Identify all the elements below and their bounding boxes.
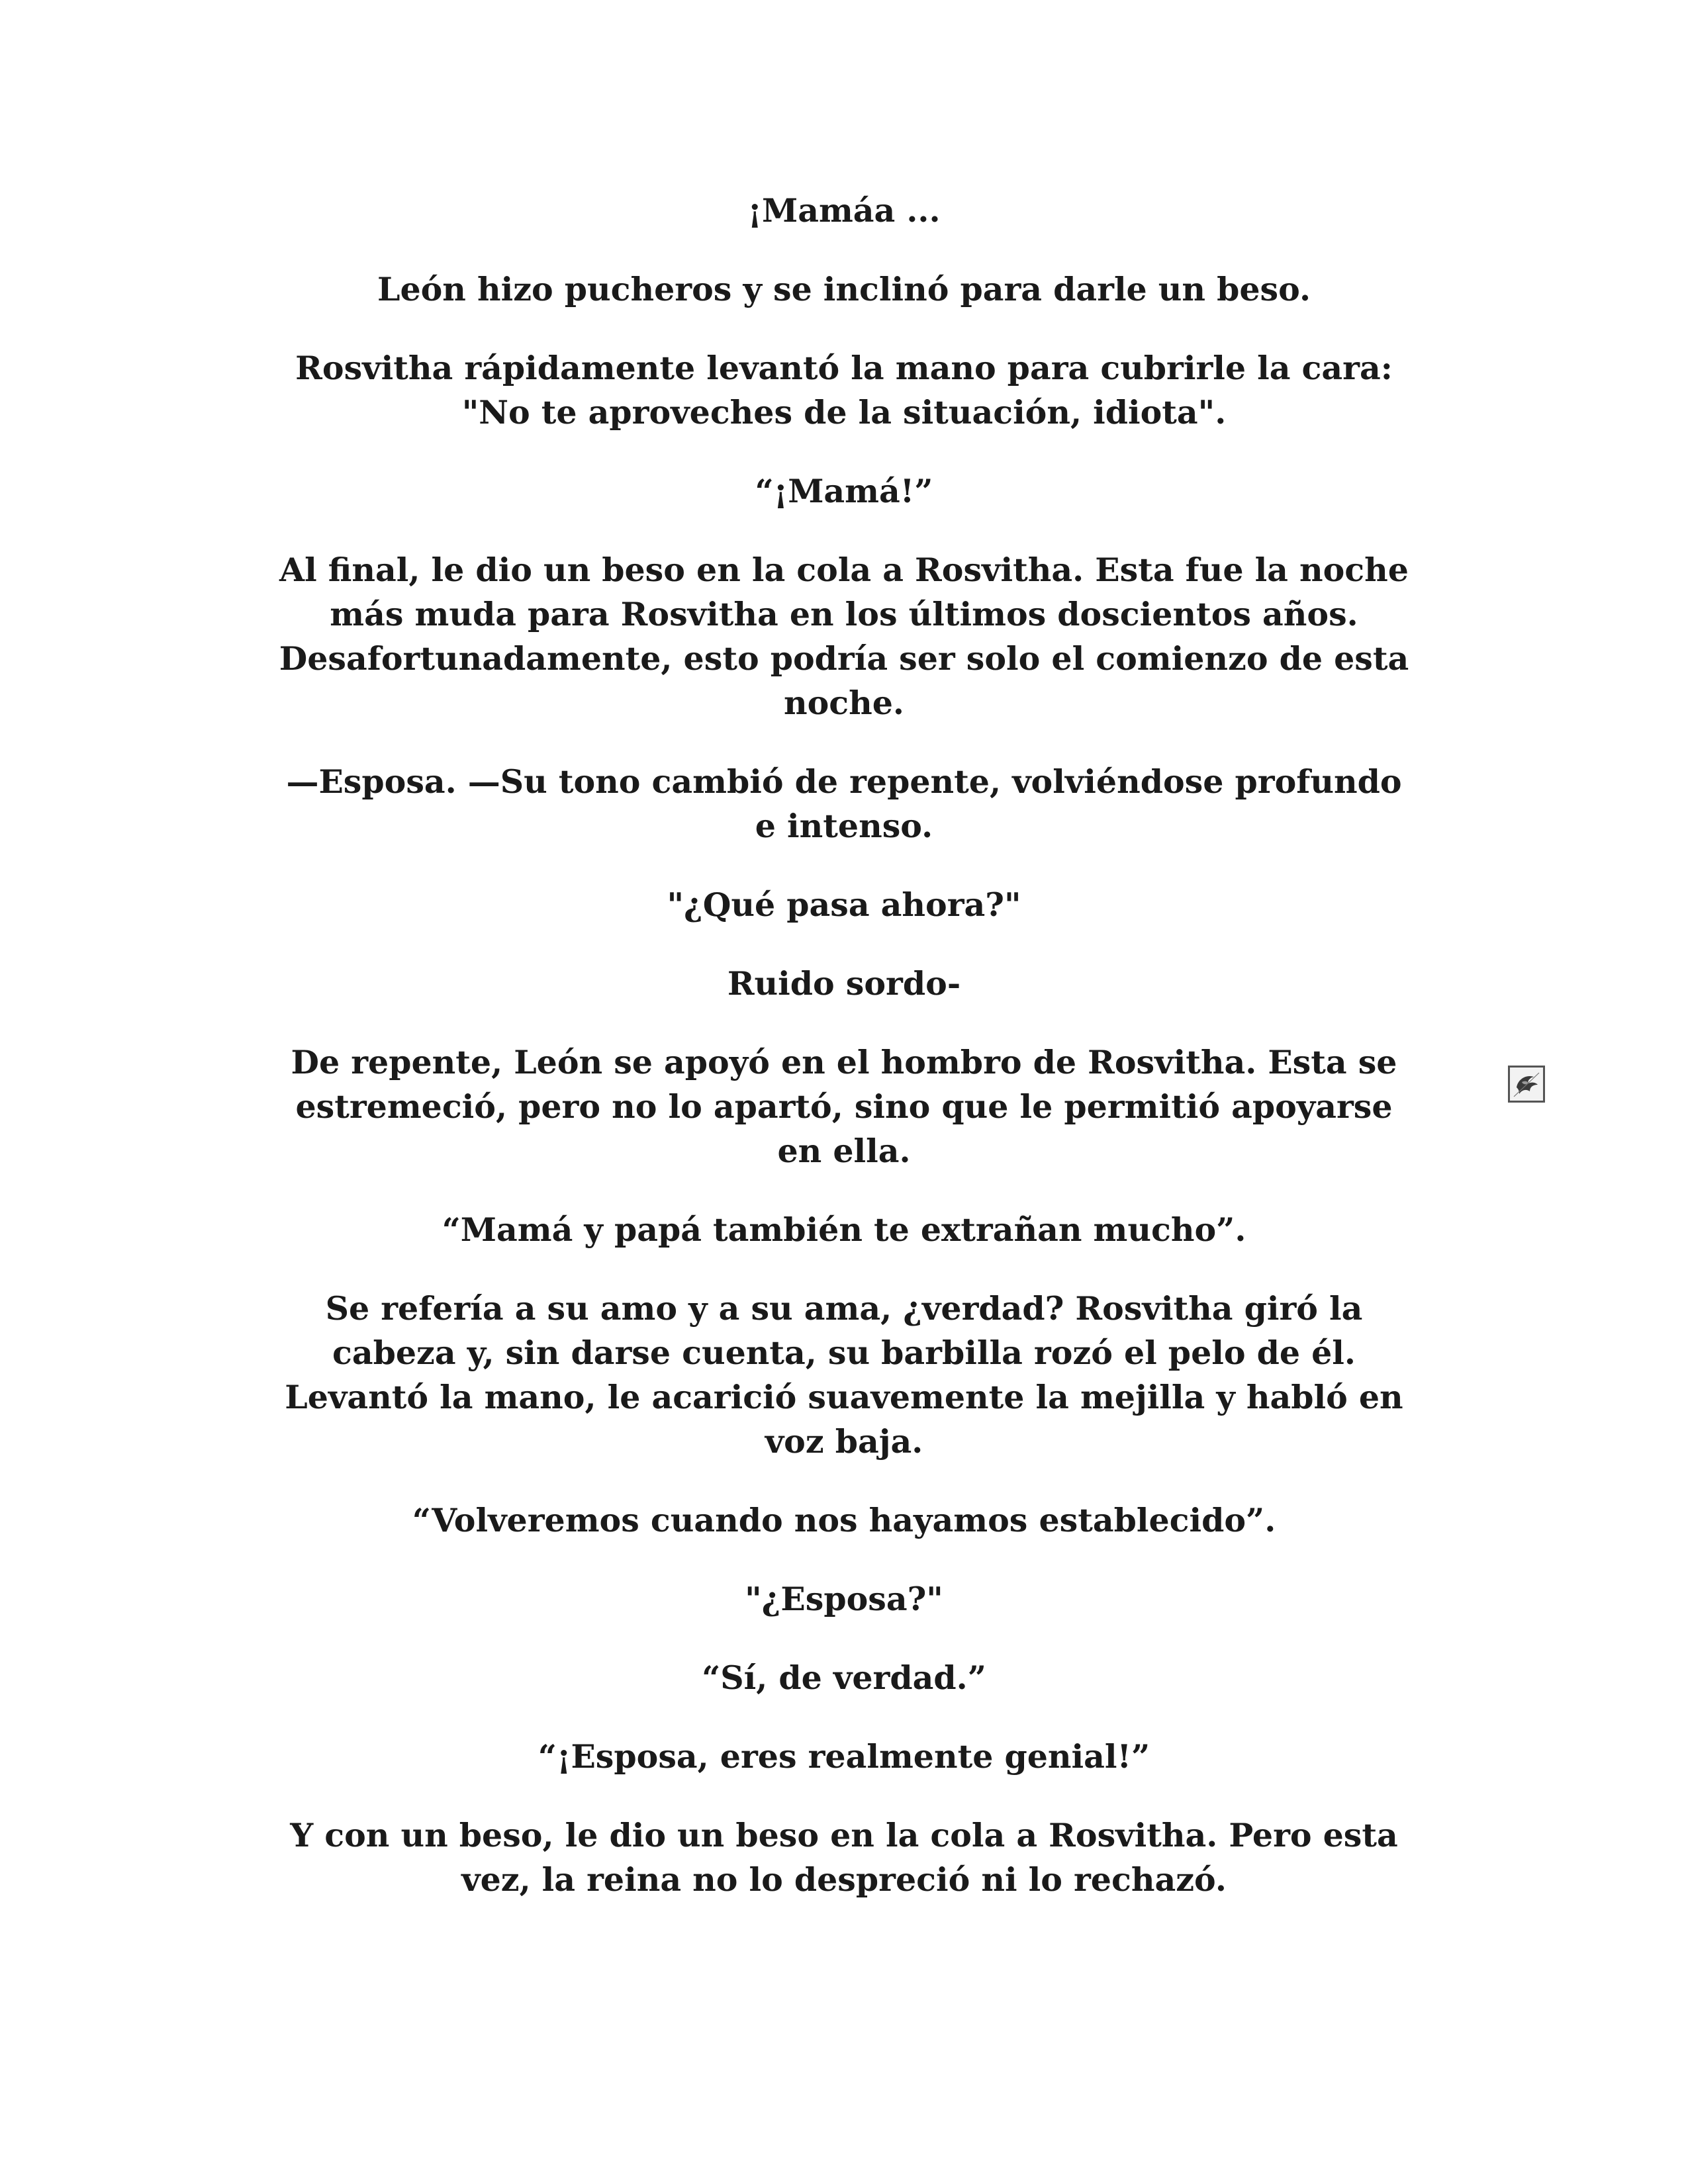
text-line: Se refería a su amo y a su ama, ¿verdad? Rosvitha giró la: [325, 1289, 1363, 1328]
text-line: "No te aproveches de la situación, idiota".: [461, 393, 1227, 432]
paragraph: [238, 548, 1450, 725]
dragon-emblem-icon: [1508, 1066, 1545, 1103]
paragraph: [238, 1577, 1450, 1621]
paragraph: [238, 962, 1450, 1006]
text-line: estremeció, pero no lo apartó, sino que le permitió apoyarse: [295, 1087, 1393, 1126]
paragraph: [238, 1656, 1450, 1700]
text-line: voz baja.: [765, 1422, 923, 1461]
text-line: “Mamá y papá también te extrañan mucho”.: [442, 1210, 1246, 1249]
paragraph: [238, 1813, 1450, 1902]
text-line: León hizo pucheros y se inclinó para darle un beso.: [377, 270, 1311, 308]
text-line: Ruido sordo-: [727, 964, 961, 1003]
text-line: Desafortunadamente, esto podría ser solo el comienzo de esta: [279, 639, 1409, 678]
text-line: Y con un beso, le dio un beso en la cola a Rosvitha. Pero esta: [290, 1816, 1398, 1854]
paragraph: [238, 883, 1450, 927]
text-line: —Esposa. —Su tono cambió de repente, volviéndose profundo: [286, 762, 1402, 801]
text-line: Rosvitha rápidamente levantó la mano para cubrirle la cara:: [295, 349, 1393, 387]
text-line: “¡Esposa, eres realmente genial!”: [538, 1737, 1150, 1776]
text-line: "¿Qué pasa ahora?": [667, 886, 1021, 924]
text-line: en ella.: [777, 1132, 911, 1170]
text-line: más muda para Rosvitha en los últimos doscientos años.: [330, 595, 1358, 633]
text-line: vez, la reina no lo despreció ni lo rechazó.: [461, 1860, 1227, 1899]
paragraph: [238, 1498, 1450, 1543]
text-line: "¿Esposa?": [745, 1580, 943, 1618]
text-line: “Sí, de verdad.”: [702, 1659, 986, 1697]
text-line: “Volveremos cuando nos hayamos establecido”.: [412, 1501, 1276, 1539]
text-line: cabeza y, sin darse cuenta, su barbilla rozó el pelo de él.: [332, 1334, 1356, 1372]
paragraph: [238, 1287, 1450, 1464]
paragraph: [238, 189, 1450, 233]
text-line: Al final, le dio un beso en la cola a Rosvitha. Esta fue la noche: [279, 551, 1409, 589]
story-text: [238, 189, 1450, 1936]
paragraph: [238, 1208, 1450, 1252]
text-line: e intenso.: [755, 807, 933, 845]
text-line: Levantó la mano, le acarició suavemente la mejilla y habló en: [285, 1378, 1403, 1416]
paragraph: [238, 1735, 1450, 1779]
text-line: De repente, León se apoyó en el hombro de Rosvitha. Esta se: [291, 1043, 1397, 1081]
paragraph: [238, 346, 1450, 435]
paragraph: [238, 469, 1450, 514]
paragraph: [238, 267, 1450, 312]
text-line: noche.: [783, 684, 904, 722]
paragraph: [238, 1040, 1450, 1173]
paragraph: [238, 760, 1450, 848]
text-line: ¡Mamáa ...: [747, 191, 941, 230]
text-line: “¡Mamá!”: [755, 472, 933, 510]
